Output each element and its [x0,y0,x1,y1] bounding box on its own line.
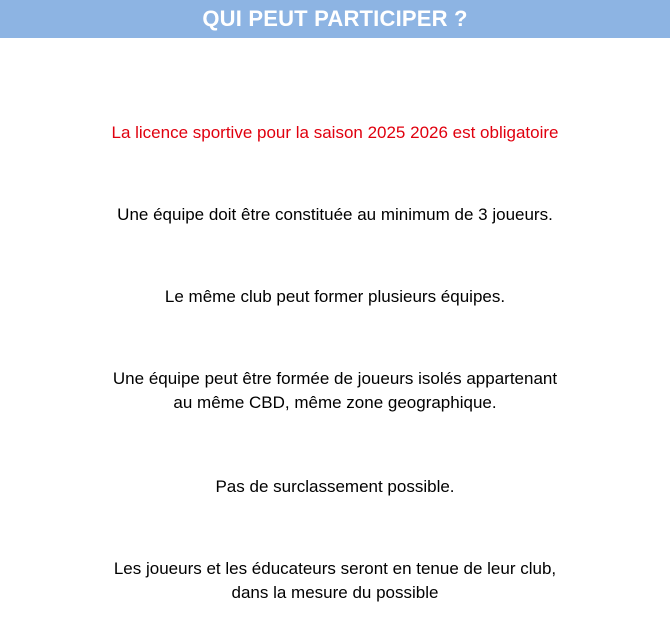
no-upgrade-rule: Pas de surclassement possible. [215,477,455,496]
isolated-players-line-1: Une équipe peut être formée de joueurs isolés appartenant [112,369,558,388]
club-outfit-line-1: Les joueurs et les éducateurs seront en tenue de leur club, [113,559,557,578]
page-title: QUI PEUT PARTICIPER ? [202,6,468,31]
team-minimum-rule: Une équipe doit être constituée au minimum de 3 joueurs. [117,205,553,224]
license-notice: La licence sportive pour la saison 2025 2026 est obligatoire [111,123,559,142]
club-outfit-rule [0,557,670,605]
club-outfit-line-2: dans la mesure du possible [231,583,439,602]
isolated-players-rule [0,367,670,415]
isolated-players-line-2: au même CBD, même zone geographique. [173,393,497,412]
multiple-teams-rule: Le même club peut former plusieurs équipes. [164,287,506,306]
header-bar [0,0,670,38]
